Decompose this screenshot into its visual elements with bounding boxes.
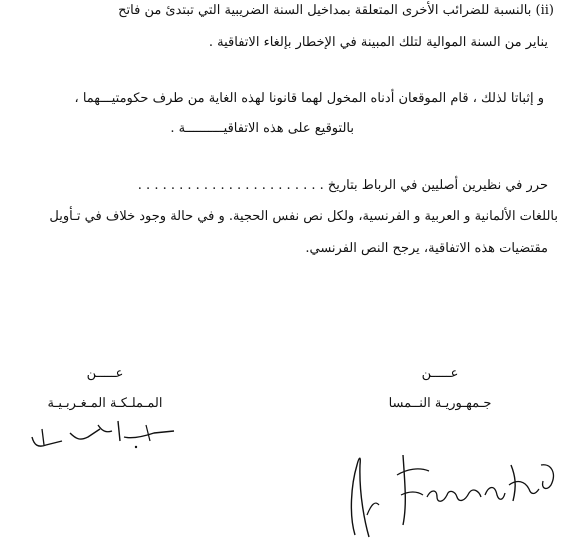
signatory-from-label: عـــــن xyxy=(86,366,124,381)
paragraph-line-2: يناير من السنة الموالية لتلك المبينة في الإخطار بإلغاء الاتفاقية . xyxy=(208,35,548,50)
signatory-country: جـمهـوريـة النــمسا xyxy=(388,396,492,411)
paragraph-line-3: و إثباتا لذلك ، قام الموقعان أدناه المخول لهما قانونا لهذه الغاية من طرف حكومتيـــهما ، xyxy=(74,91,544,106)
signatory-austria xyxy=(380,365,500,413)
handwritten-signature-icon xyxy=(28,415,178,460)
paragraph-line-4: بالتوقيع على هذه الاتفاقيــــــــــة . xyxy=(170,121,354,136)
signatory-from-label: عـــــن xyxy=(421,366,459,381)
paragraph-line-1: (ii) بالنسبة للضرائب الأخرى المتعلقة بمداخيل السنة الضريبية التي تبتدئ من فاتح xyxy=(118,3,554,18)
signature-austria xyxy=(345,445,560,545)
signature-morocco xyxy=(28,415,178,460)
paragraph-line-6: باللغات الألمانية و العربية و الفرنسية، ولكل نص نفس الحجية. و في حالة وجود خلاف في تـأويل xyxy=(49,209,558,224)
signatory-country: المـملـكـة المـغـربـيـة xyxy=(47,396,163,411)
signatory-morocco xyxy=(20,365,190,413)
handwritten-signature-icon xyxy=(345,445,560,545)
paragraph-line-7: مقتضيات هذه الاتفاقية، يرجح النص الفرنسي. xyxy=(305,241,548,256)
paragraph-line-5: حرر في نظيرين أصليين في الرباط بتاريخ . . . . . . . . . . . . . . . . . . . . . . . xyxy=(137,178,548,193)
